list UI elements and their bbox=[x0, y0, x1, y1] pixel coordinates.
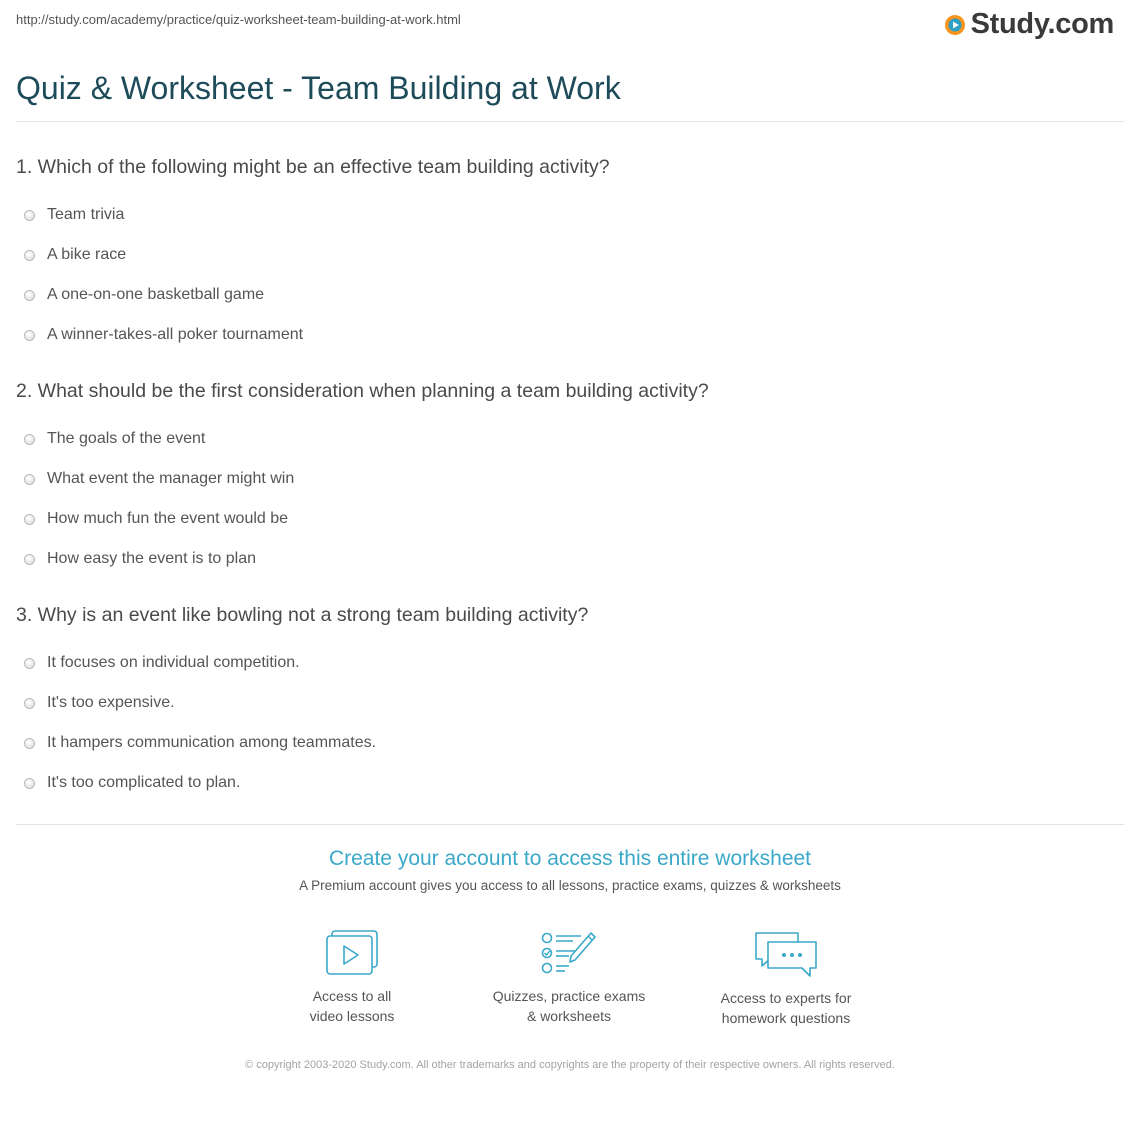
feature-label-line: Quizzes, practice exams bbox=[492, 988, 646, 1004]
option-label: How easy the event is to plan bbox=[47, 550, 257, 567]
answer-option[interactable] bbox=[16, 763, 1124, 803]
copyright-notice: © copyright 2003-2020 Study.com. All other trademarks and copyrights are the property of their respective owners. All rights reserved. bbox=[245, 1059, 895, 1071]
page-title: Quiz & Worksheet - Team Building at Work bbox=[16, 70, 621, 106]
title-divider bbox=[16, 121, 1124, 122]
logo-text: Study.com bbox=[970, 8, 1114, 40]
radio-button-icon[interactable] bbox=[24, 250, 35, 261]
question-3 bbox=[16, 602, 1124, 803]
question-text: 1. Which of the following might be an effective team building activity? bbox=[16, 156, 610, 178]
answer-option[interactable] bbox=[16, 499, 1124, 539]
answer-option[interactable] bbox=[16, 275, 1124, 315]
feature-label-line: Access to all bbox=[312, 988, 392, 1004]
radio-button-icon[interactable] bbox=[24, 434, 35, 445]
option-label: It hampers communication among teammates. bbox=[47, 734, 377, 751]
option-label: A winner-takes-all poker tournament bbox=[47, 326, 304, 343]
option-label: It focuses on individual competition. bbox=[47, 654, 300, 671]
study-logo[interactable] bbox=[944, 8, 1114, 41]
answer-option[interactable] bbox=[16, 459, 1124, 499]
option-label: How much fun the event would be bbox=[47, 510, 289, 527]
answer-option[interactable] bbox=[16, 643, 1124, 683]
answer-option[interactable] bbox=[16, 195, 1124, 235]
radio-button-icon[interactable] bbox=[24, 210, 35, 221]
video-lesson-icon bbox=[326, 930, 378, 976]
question-2 bbox=[16, 378, 1124, 579]
feature-quizzes bbox=[469, 930, 669, 1026]
option-label: The goals of the event bbox=[47, 430, 206, 447]
answer-option[interactable] bbox=[16, 419, 1124, 459]
answer-options bbox=[16, 643, 1124, 803]
option-label: It's too expensive. bbox=[47, 694, 175, 711]
radio-button-icon[interactable] bbox=[24, 658, 35, 669]
top-bar bbox=[0, 0, 1140, 50]
answer-option[interactable] bbox=[16, 723, 1124, 763]
feature-experts bbox=[686, 930, 886, 1028]
option-label: It's too complicated to plan. bbox=[47, 774, 241, 791]
radio-button-icon[interactable] bbox=[24, 738, 35, 749]
option-label: A bike race bbox=[47, 246, 127, 263]
answer-option[interactable] bbox=[16, 315, 1124, 355]
quiz-checklist-icon bbox=[541, 930, 597, 976]
feature-label-line: video lessons bbox=[309, 1008, 395, 1024]
question-text: 3. Why is an event like bowling not a strong team building activity? bbox=[16, 604, 589, 626]
feature-video-lessons bbox=[252, 930, 452, 1026]
create-account-link[interactable]: Create your account to access this entire worksheet bbox=[328, 847, 812, 870]
page-url: http://study.com/academy/practice/quiz-worksheet-team-building-at-work.html bbox=[16, 12, 461, 27]
question-1 bbox=[16, 154, 1124, 355]
option-label: What event the manager might win bbox=[47, 470, 295, 487]
question-text: 2. What should be the first consideration when planning a team building activity? bbox=[16, 380, 709, 402]
option-label: A one-on-one basketball game bbox=[47, 286, 265, 303]
feature-label-line: Access to experts for bbox=[720, 990, 852, 1006]
radio-button-icon[interactable] bbox=[24, 330, 35, 341]
answer-option[interactable] bbox=[16, 235, 1124, 275]
radio-button-icon[interactable] bbox=[24, 778, 35, 789]
option-label: Team trivia bbox=[47, 206, 125, 223]
feature-label-line: & worksheets bbox=[526, 1008, 612, 1024]
play-circle-icon bbox=[944, 14, 966, 36]
feature-label-line: homework questions bbox=[721, 1010, 851, 1026]
radio-button-icon[interactable] bbox=[24, 474, 35, 485]
radio-button-icon[interactable] bbox=[24, 698, 35, 709]
radio-button-icon[interactable] bbox=[24, 554, 35, 565]
answer-option[interactable] bbox=[16, 683, 1124, 723]
answer-option[interactable] bbox=[16, 539, 1124, 579]
promo-subtitle: A Premium account gives you access to all lessons, practice exams, quizzes & worksheets bbox=[299, 878, 841, 893]
answer-options bbox=[16, 419, 1124, 579]
radio-button-icon[interactable] bbox=[24, 290, 35, 301]
chat-bubbles-icon bbox=[754, 930, 818, 978]
promo-divider bbox=[16, 824, 1124, 825]
answer-options bbox=[16, 195, 1124, 355]
radio-button-icon[interactable] bbox=[24, 514, 35, 525]
